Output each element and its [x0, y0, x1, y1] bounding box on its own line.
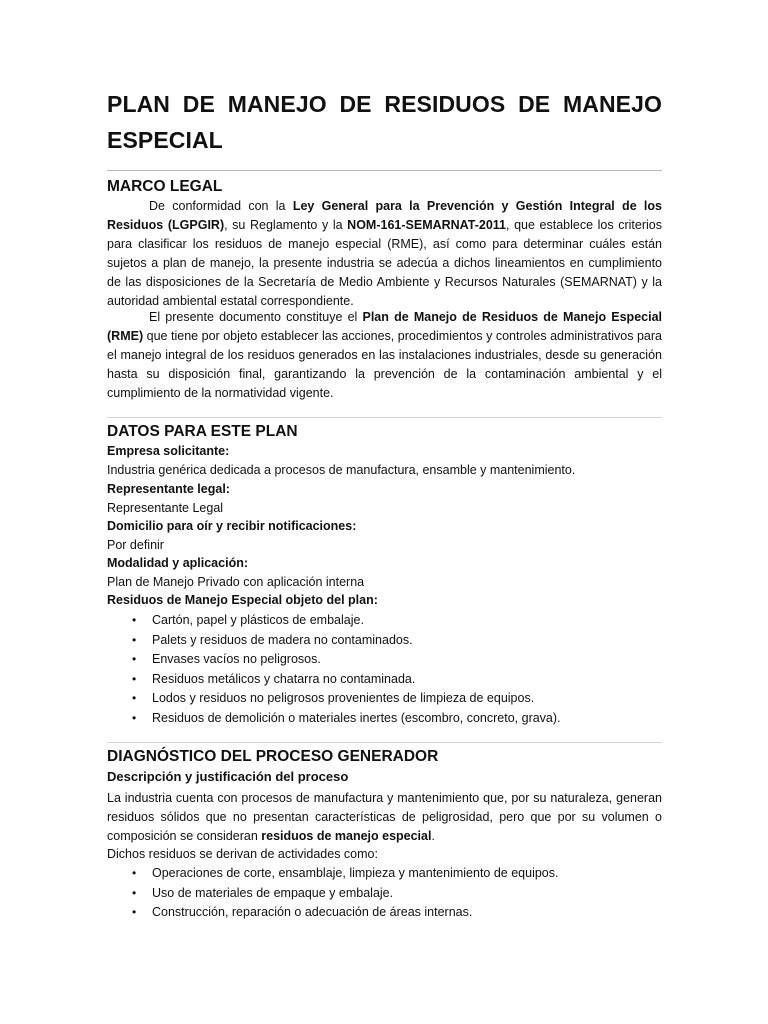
plan-name-bold: Plan de Manejo de Residuos de Manejo Especial (RME) — [107, 310, 662, 343]
text-run: De conformidad con la — [149, 199, 293, 213]
modalidad-value: Plan de Manejo Privado con aplicación interna — [107, 575, 365, 589]
list-item — [107, 903, 662, 923]
list-item — [107, 864, 662, 884]
section-heading-diagnostico: DIAGNÓSTICO DEL PROCESO GENERADOR — [107, 748, 439, 765]
section-divider — [107, 417, 662, 418]
domicilio-value: Por definir — [107, 538, 164, 552]
list-item-text: Uso de materiales de empaque y embalaje. — [152, 885, 394, 900]
text-run: , que establece los criterios para clasificar los residuos de manejo especial (RME), así como para determinar cuáles están sujetos a plan de manejo, la presente industria se adecúa a dichos lineamientos en cumplimiento de las disposiciones de la Secretaría de Medio Ambiente y Recursos Naturales (SEMARNAT) y la autoridad ambiental estatal correspondiente. — [107, 218, 662, 308]
document-title: PLAN DE MANEJO DE RESIDUOS DE MANEJO ESPECIAL — [107, 91, 662, 153]
residuos-label: Residuos de Manejo Especial objeto del plan: — [107, 593, 378, 607]
emphasis-bold: residuos de manejo especial — [261, 829, 432, 843]
empresa-value: Industria genérica dedicada a procesos de manufactura, ensamble y mantenimiento. — [107, 463, 576, 477]
list-item-text: Cartón, papel y plásticos de embalaje. — [152, 613, 364, 627]
bullet-icon: • — [132, 905, 137, 919]
list-item — [107, 631, 662, 651]
section-heading-marco-legal: MARCO LEGAL — [107, 178, 223, 195]
list-item-text: Construcción, reparación o adecuación de áreas internas. — [152, 905, 473, 919]
actividades-list — [107, 864, 662, 923]
bullet-icon: • — [132, 885, 137, 900]
bullet-icon: • — [132, 632, 137, 647]
title-divider — [107, 170, 662, 171]
list-item-text: Residuos de demolición o materiales inertes (escombro, concreto, grava). — [152, 710, 561, 725]
list-item — [107, 611, 662, 631]
list-item — [107, 884, 662, 904]
bullet-icon: • — [132, 652, 137, 666]
text-run: . — [431, 829, 435, 843]
modalidad-label: Modalidad y aplicación: — [107, 556, 248, 570]
list-item-text: Palets y residuos de madera no contaminados. — [152, 632, 413, 647]
marco-legal-paragraph-2 — [107, 308, 662, 403]
list-item-text: Operaciones de corte, ensamblaje, limpieza y mantenimiento de equipos. — [152, 866, 559, 880]
empresa-label: Empresa solicitante: — [107, 444, 230, 458]
law-name-bold: Ley General para la Prevención y Gestión Integral de los Residuos (LGPGIR) — [107, 199, 662, 232]
subsection-heading-descripcion: Descripción y justificación del proceso — [107, 769, 349, 784]
residuos-list — [107, 611, 662, 728]
list-item — [107, 670, 662, 690]
marco-legal-paragraph-1 — [107, 197, 662, 311]
list-item — [107, 650, 662, 670]
actividades-intro: Dichos residuos se derivan de actividades como: — [107, 847, 378, 861]
domicilio-label: Domicilio para oír y recibir notificaciones: — [107, 519, 357, 533]
list-item-text: Envases vacíos no peligrosos. — [152, 652, 321, 666]
text-run: La industria cuenta con procesos de manufactura y mantenimiento que, por su naturaleza, generan residuos sólidos que no presentan características de peligrosidad, pero que por su volumen o composición se consideran — [107, 791, 662, 843]
section-divider — [107, 742, 662, 743]
section-heading-datos: DATOS PARA ESTE PLAN — [107, 423, 298, 440]
list-item-text: Residuos metálicos y chatarra no contaminada. — [152, 671, 416, 686]
bullet-icon: • — [132, 866, 137, 880]
representante-value: Representante Legal — [107, 501, 224, 515]
text-run: El presente documento constituye el — [149, 310, 363, 324]
representante-label: Representante legal: — [107, 482, 230, 496]
list-item-text: Lodos y residuos no peligrosos provenientes de limpieza de equipos. — [152, 691, 535, 705]
bullet-icon: • — [132, 613, 137, 627]
list-item — [107, 709, 662, 729]
norm-name-bold: NOM-161-SEMARNAT-2011 — [347, 218, 507, 232]
bullet-icon: • — [132, 691, 137, 705]
bullet-icon: • — [132, 671, 137, 686]
diagnostico-paragraph — [107, 789, 662, 846]
text-run: , su Reglamento y la — [224, 218, 348, 232]
bullet-icon: • — [132, 710, 137, 725]
text-run: que tiene por objeto establecer las acciones, procedimientos y controles administrativos para el manejo integral de los residuos generados en las instalaciones industriales, desde su generación hasta su disposición final, garantizando la prevención de la contaminación ambiental y el cumplimiento de la normatividad vigente. — [107, 329, 662, 400]
list-item — [107, 689, 662, 709]
